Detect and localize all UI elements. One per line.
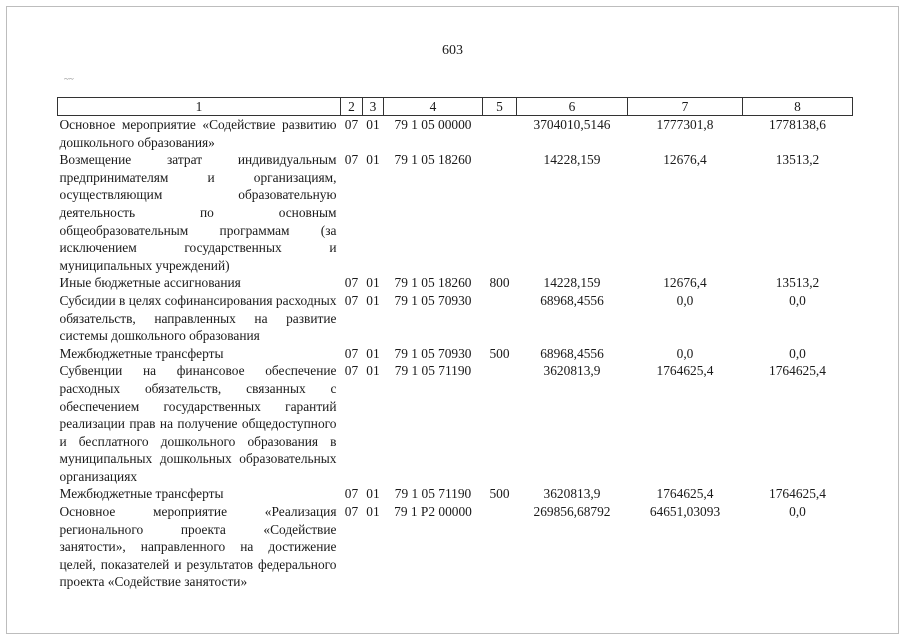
- subsection-code: 01: [366, 152, 380, 168]
- expense-type-code: 800: [489, 275, 510, 291]
- target-article-code: 79 1 05 18260: [394, 275, 472, 291]
- column-header: 5: [483, 98, 517, 116]
- amount-col6: 269856,68792: [533, 504, 611, 520]
- column-header: 2: [341, 98, 363, 116]
- expense-type-code: [483, 362, 517, 485]
- section-code: 07: [344, 152, 359, 168]
- row-name: Межбюджетные трансферты: [59, 486, 224, 502]
- expense-type-code: 500: [489, 345, 510, 361]
- amount-col6: 68968,4556: [540, 345, 604, 361]
- header-row: [58, 98, 853, 116]
- amount-col7: 0,0: [676, 345, 694, 361]
- subsection-code: 01: [366, 292, 380, 308]
- expense-type-code: [483, 151, 517, 274]
- subsection-code: 01: [366, 363, 380, 379]
- amount-col7: 12676,4: [663, 152, 707, 168]
- column-header: 4: [384, 98, 483, 116]
- amount-col8: 13513,2: [775, 152, 820, 168]
- row-name: Возмещение затрат индивидуальным предпринимателям и организациям, осуществляющим образовательную деятельность по основным общеобразовательным программам (за исключением государственных и муниципальных учреждений): [59, 152, 337, 273]
- amount-col8: 0,0: [789, 504, 806, 520]
- amount-col7: 12676,4: [663, 275, 707, 291]
- table-row: [58, 151, 853, 274]
- table-row: [58, 362, 853, 485]
- column-header: 3: [363, 98, 384, 116]
- subsection-code: 01: [366, 345, 380, 361]
- expense-type-code: [483, 116, 517, 152]
- amount-col7: 1777301,8: [656, 117, 714, 132]
- row-name: Основное мероприятие «Содействие развитию дошкольного образования»: [59, 117, 337, 150]
- amount-col8: 0,0: [789, 345, 806, 361]
- amount-col8: 1778138,6: [769, 117, 826, 132]
- table-row: [58, 274, 853, 292]
- subsection-code: 01: [366, 486, 380, 502]
- target-article-code: 79 1 P2 00000: [394, 504, 472, 520]
- section-code: 07: [344, 345, 359, 361]
- table-row: [58, 503, 853, 591]
- amount-col6: 14228,159: [543, 152, 601, 168]
- subsection-code: 01: [366, 504, 380, 520]
- section-code: 07: [344, 292, 359, 308]
- amount-col7: 1764625,4: [656, 363, 714, 379]
- amount-col8: 1764625,4: [769, 486, 826, 502]
- amount-col6: 3704010,5146: [533, 117, 611, 132]
- target-article-code: 79 1 05 71190: [394, 363, 472, 379]
- column-header: 7: [628, 98, 743, 116]
- section-code: 07: [344, 275, 359, 291]
- subsection-code: 01: [366, 117, 380, 132]
- amount-col6: 3620813,9: [543, 486, 601, 502]
- budget-table: [57, 97, 853, 591]
- amount-col6: 3620813,9: [543, 363, 601, 379]
- amount-col6: 14228,159: [543, 275, 601, 291]
- page-number: 603: [442, 43, 463, 58]
- table-row: [58, 292, 853, 345]
- target-article-code: 79 1 05 00000: [394, 117, 472, 132]
- amount-col6: 68968,4556: [540, 292, 604, 308]
- amount-col8: 1764625,4: [769, 363, 826, 379]
- section-code: 07: [344, 117, 359, 132]
- row-name: Основное мероприятие «Реализация регионального проекта «Содействие занятости», направленного на достижение целей, показателей и результатов федерального проекта «Содействие занятости»: [59, 504, 337, 590]
- row-name: Субсидии в целях софинансирования расходных обязательств, направленных на развитие системы дошкольного образования: [59, 292, 337, 344]
- target-article-code: 79 1 05 18260: [394, 152, 472, 168]
- column-header: 8: [743, 98, 853, 116]
- row-name: Межбюджетные трансферты: [59, 345, 224, 361]
- section-code: 07: [344, 363, 359, 379]
- expense-type-code: 500: [489, 486, 510, 502]
- table-row: [58, 485, 853, 503]
- section-code: 07: [344, 504, 359, 520]
- amount-col7: 64651,03093: [649, 504, 721, 520]
- expense-type-code: [483, 292, 517, 345]
- target-article-code: 79 1 05 71190: [394, 486, 472, 502]
- target-article-code: 79 1 05 70930: [394, 345, 472, 361]
- amount-col7: 1764625,4: [656, 486, 714, 502]
- expense-type-code: [483, 503, 517, 591]
- amount-col8: 13513,2: [775, 275, 820, 291]
- amount-col8: 0,0: [789, 292, 806, 308]
- section-code: 07: [344, 486, 359, 502]
- target-article-code: 79 1 05 70930: [394, 292, 472, 308]
- subsection-code: 01: [366, 275, 380, 291]
- amount-col7: 0,0: [676, 292, 694, 308]
- table-row: [58, 345, 853, 363]
- scan-mark: ~~: [64, 74, 74, 84]
- table-row: [58, 116, 853, 152]
- column-header: 6: [517, 98, 628, 116]
- row-name: Субвенции на финансовое обеспечение расходных обязательств, связанных с обеспечением государственных гарантий реализации прав на получение общедоступного и бесплатного дошкольного образования в муниципальных дошкольных образовательных организациях: [59, 363, 337, 484]
- column-header: 1: [58, 98, 341, 116]
- row-name: Иные бюджетные ассигнования: [59, 275, 241, 291]
